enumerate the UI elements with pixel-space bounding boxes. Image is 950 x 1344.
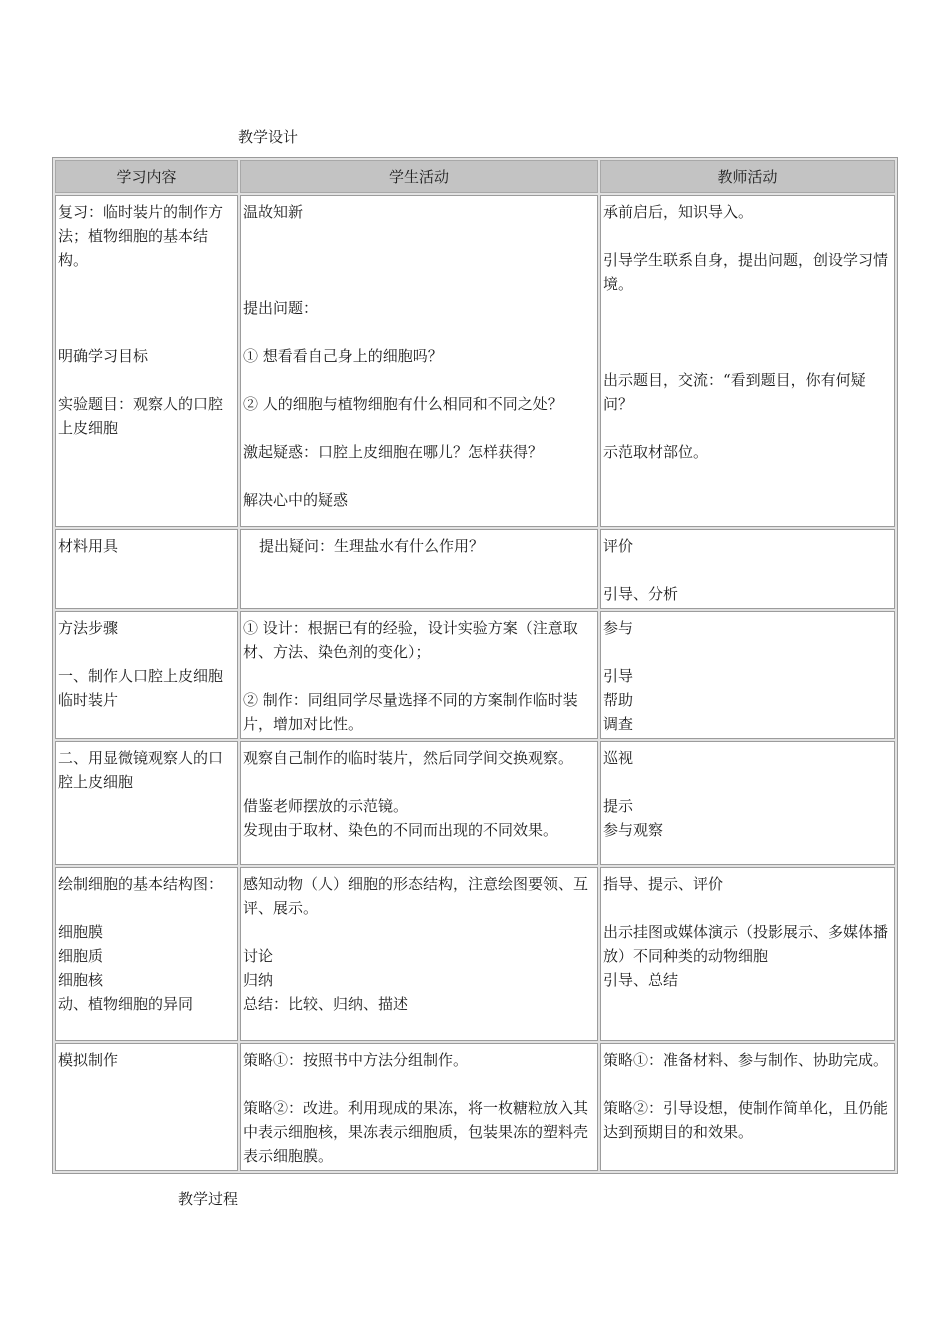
cell-content xyxy=(55,611,238,739)
cell-text: 归纳 xyxy=(243,971,274,989)
cell-text: 模拟制作 xyxy=(58,1051,119,1069)
cell-text: 巡视 xyxy=(603,749,634,767)
cell-teacher xyxy=(600,529,895,609)
cell-text: 发现由于取材、染色的不同而出现的不同效果。 xyxy=(243,821,559,839)
table-row xyxy=(55,1043,895,1171)
cell-text: 讨论 xyxy=(243,947,274,965)
cell-text: 一、制作人口腔上皮细胞临时装片 xyxy=(58,667,224,709)
cell-text: 承前启后，知识导入。 xyxy=(603,203,754,221)
cell-text: 策略②：引导设想，使制作简单化，且仍能达到预期目的和效果。 xyxy=(603,1099,889,1141)
cell-text: ② 人的细胞与植物细胞有什么相同和不同之处？ xyxy=(243,395,563,413)
cell-student xyxy=(240,1043,598,1171)
cell-student xyxy=(240,195,598,527)
cell-text: 借鉴老师摆放的示范镜。 xyxy=(243,797,409,815)
cell-text: 引导学生联系自身，提出问题，创设学习情境。 xyxy=(603,251,889,293)
cell-text: ② 制作：同组同学尽量选择不同的方案制作临时装片，增加对比性。 xyxy=(243,691,578,733)
cell-content xyxy=(55,741,238,865)
cell-text: 调查 xyxy=(603,715,634,733)
cell-text: 二、用显微镜观察人的口腔上皮细胞 xyxy=(58,749,224,791)
cell-text: 评价 xyxy=(603,537,634,555)
cell-text: 出示挂图或媒体演示（投影展示、多媒体播放）不同种类的动物细胞 xyxy=(603,923,889,965)
table-row xyxy=(55,867,895,1041)
cell-teacher xyxy=(600,195,895,527)
cell-text: 帮助 xyxy=(603,691,634,709)
cell-text: 引导、分析 xyxy=(603,585,679,603)
cell-text: 出示题目，交流：“看到题目，你有何疑问？ xyxy=(603,371,866,413)
cell-content xyxy=(55,529,238,609)
cell-text: 细胞质 xyxy=(58,947,104,965)
cell-text: 感知动物（人）细胞的形态结构，注意绘图要领、互评、展示。 xyxy=(243,875,589,917)
cell-content xyxy=(55,195,238,527)
cell-text: 引导、总结 xyxy=(603,971,679,989)
cell-text: 参与 xyxy=(603,619,634,637)
cell-text: 总结：比较、归纳、描述 xyxy=(243,995,409,1013)
cell-text: 策略①：按照书中方法分组制作。 xyxy=(243,1051,469,1069)
cell-text: 动、植物细胞的异同 xyxy=(58,995,194,1013)
table-row xyxy=(55,529,895,609)
table-header-row xyxy=(55,160,895,193)
cell-teacher xyxy=(600,741,895,865)
table-row xyxy=(55,741,895,865)
cell-teacher xyxy=(600,867,895,1041)
cell-student xyxy=(240,867,598,1041)
cell-text: 方法步骤 xyxy=(58,619,119,637)
lesson-design-table xyxy=(52,157,898,1174)
cell-text: 提示 xyxy=(603,797,634,815)
column-header-teacher: 教师活动 xyxy=(600,160,895,193)
cell-text: 绘制细胞的基本结构图： xyxy=(58,875,224,893)
cell-text: ① 想看看自己身上的细胞吗？ xyxy=(243,347,443,365)
cell-teacher xyxy=(600,611,895,739)
cell-text: 细胞膜 xyxy=(58,923,104,941)
column-header-content: 学习内容 xyxy=(55,160,238,193)
cell-text: 引导 xyxy=(603,667,634,685)
cell-text: 提出疑问：生理盐水有什么作用？ xyxy=(259,537,485,555)
cell-text: 观察自己制作的临时装片，然后同学间交换观察。 xyxy=(243,749,574,767)
cell-text: 细胞核 xyxy=(58,971,104,989)
table-row xyxy=(55,195,895,527)
cell-text: 温故知新 xyxy=(243,203,304,221)
document-title: 教学设计 xyxy=(238,128,299,146)
cell-student xyxy=(240,611,598,739)
cell-text: ① 设计：根据已有的经验，设计实验方案（注意取材、方法、染色剂的变化）； xyxy=(243,619,578,661)
cell-text: 明确学习目标 xyxy=(58,347,149,365)
cell-teacher xyxy=(600,1043,895,1171)
cell-text: 提出问题： xyxy=(243,299,319,317)
cell-student xyxy=(240,529,598,609)
cell-text: 策略②：改进。利用现成的果冻，将一枚糖粒放入其中表示细胞核，果冻表示细胞质，包装果冻的塑料壳表示细胞膜。 xyxy=(243,1099,589,1165)
cell-text: 参与观察 xyxy=(603,821,664,839)
cell-text: 实验题目：观察人的口腔上皮细胞 xyxy=(58,395,224,437)
section-title-teaching-process: 教学过程 xyxy=(178,1190,239,1208)
cell-content xyxy=(55,1043,238,1171)
cell-text: 解决心中的疑惑 xyxy=(243,491,349,509)
cell-text: 示范取材部位。 xyxy=(603,443,709,461)
cell-text: 激起疑惑：口腔上皮细胞在哪儿？怎样获得？ xyxy=(243,443,544,461)
cell-text: 复习：临时装片的制作方法；植物细胞的基本结构。 xyxy=(58,203,224,269)
cell-content xyxy=(55,867,238,1041)
cell-text: 材料用具 xyxy=(58,537,119,555)
column-header-student: 学生活动 xyxy=(240,160,598,193)
table-row xyxy=(55,611,895,739)
cell-student xyxy=(240,741,598,865)
cell-text: 指导、提示、评价 xyxy=(603,875,724,893)
cell-text: 策略①：准备材料、参与制作、协助完成。 xyxy=(603,1051,889,1069)
